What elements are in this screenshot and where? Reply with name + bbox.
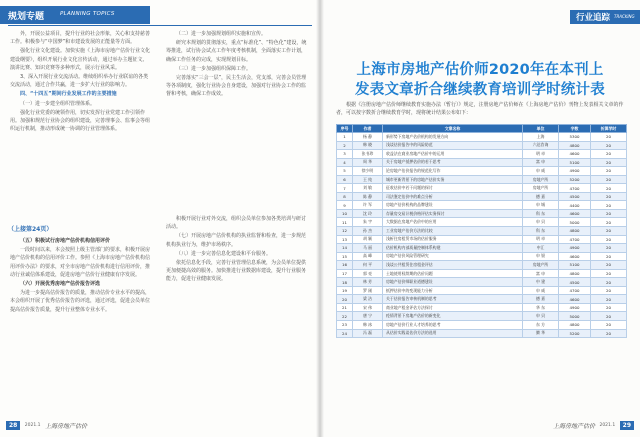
table-body bbox=[337, 133, 627, 338]
cell-author: 孙 杰 bbox=[353, 227, 383, 236]
left-section-header bbox=[0, 6, 150, 24]
table-row bbox=[337, 252, 627, 261]
table-row bbox=[337, 295, 627, 304]
cell-title: 工业房地产估价方法的比较 bbox=[383, 227, 523, 236]
cell-words: 4900 bbox=[559, 167, 591, 176]
cell-no: 16 bbox=[337, 261, 353, 270]
cell-unit: 申 贝 bbox=[523, 312, 559, 321]
left-footer-brand: 上海房地产估价 bbox=[44, 423, 87, 430]
cell-no: 10 bbox=[337, 209, 353, 218]
cell-title: 抵押估价中的变现能力分析 bbox=[383, 286, 523, 295]
right-section-header bbox=[570, 10, 640, 24]
cell-author: 胡 颖 bbox=[353, 235, 383, 244]
cell-words: 4800 bbox=[559, 269, 591, 278]
cell-unit: 六达咨询 bbox=[523, 141, 559, 150]
cell-author: 朱 宇 bbox=[353, 218, 383, 227]
cell-author: 唐 宁 bbox=[353, 312, 383, 321]
paragraph: 完善落实“三会一层”，民主生活会，党支部，完善会员管理等各项制度，强化行业协会自身建设，加强对行业协会工作的监督和考核，确保工作成效。 bbox=[166, 75, 307, 98]
cell-words: 5100 bbox=[559, 158, 591, 167]
cell-author: 林 芳 bbox=[353, 278, 383, 287]
cell-unit: 申 威 bbox=[523, 286, 559, 295]
cell-words: 4900 bbox=[559, 244, 591, 253]
subheading: （六）开展优秀房地产估价报告评选 bbox=[20, 281, 101, 288]
right-header-title: 行业追踪 bbox=[576, 13, 611, 23]
cell-hours: 20 bbox=[591, 133, 627, 142]
cell-words: 4600 bbox=[559, 150, 591, 159]
cell-unit: 申 城 bbox=[523, 201, 559, 210]
cell-title: 房地产估价行业人才培养的思考 bbox=[383, 321, 523, 330]
cell-hours: 20 bbox=[591, 312, 627, 321]
cell-hours: 20 bbox=[591, 295, 627, 304]
cell-unit: 申 银 bbox=[523, 252, 559, 261]
cell-hours: 20 bbox=[591, 218, 627, 227]
cell-author: 王 纯 bbox=[353, 175, 383, 184]
cell-title: 征收估价中若干问题的探讨 bbox=[383, 184, 523, 193]
cell-title: 土地使用权续期的估价问题 bbox=[383, 269, 523, 278]
table-row bbox=[337, 141, 627, 150]
cell-author: 韩 晓 bbox=[353, 141, 383, 150]
right-header-subtitle: TRACKING bbox=[614, 14, 635, 19]
cell-unit: 华 东 bbox=[523, 303, 559, 312]
right-footer bbox=[553, 421, 634, 431]
table-row bbox=[337, 150, 627, 159]
cell-title: 论房地产估价报告的规范化写作 bbox=[383, 167, 523, 176]
continued-label: （上接第24页） bbox=[8, 226, 53, 233]
table-row bbox=[337, 329, 627, 338]
cell-title: 存量房交易计税价格评估实务探讨 bbox=[383, 209, 523, 218]
paragraph: （二）进一步加强规划组织实施和宣传。 bbox=[176, 31, 267, 37]
cell-words: 4700 bbox=[559, 235, 591, 244]
cell-author: 杨 静 bbox=[353, 133, 383, 142]
cell-hours: 20 bbox=[591, 184, 627, 193]
right-column-top bbox=[166, 30, 308, 205]
cell-hours: 20 bbox=[591, 192, 627, 201]
cell-author: 刘 敏 bbox=[353, 184, 383, 193]
cell-no: 11 bbox=[337, 218, 353, 227]
cell-no: 23 bbox=[337, 321, 353, 330]
cell-no: 4 bbox=[337, 158, 353, 167]
cell-author: 韩 冰 bbox=[353, 321, 383, 330]
cell-unit: 中 建 bbox=[523, 278, 559, 287]
cell-title: 浅谈公共租赁住房租金评估 bbox=[383, 261, 523, 270]
cell-hours: 20 bbox=[591, 141, 627, 150]
cell-unit: 上海 bbox=[523, 133, 559, 142]
cell-author: 沈 玲 bbox=[353, 209, 383, 218]
cell-no: 9 bbox=[337, 201, 353, 210]
statistics-table-wrap bbox=[336, 124, 626, 338]
cell-unit: 富 申 bbox=[523, 158, 559, 167]
article-title-line1: 上海市房地产估价师2020年在本刊上 bbox=[356, 62, 604, 78]
cell-title: 房地产估价师职业道德建设 bbox=[383, 278, 523, 287]
table-row bbox=[337, 184, 627, 193]
subheading: （五）积极试行房地产估价机构信用评价 bbox=[20, 238, 111, 244]
cell-no: 13 bbox=[337, 235, 353, 244]
cell-author: 许 军 bbox=[353, 201, 383, 210]
cell-title: 房地产估价风险管理研究 bbox=[383, 252, 523, 261]
right-column-bottom bbox=[166, 215, 308, 412]
header-hours: 折算学时 bbox=[591, 125, 627, 133]
table-row bbox=[337, 133, 627, 142]
table-row bbox=[337, 244, 627, 253]
cell-hours: 20 bbox=[591, 235, 627, 244]
cell-title: 城市更新背景下的房地产估价实务 bbox=[383, 175, 523, 184]
cell-unit: 明 卓 bbox=[523, 150, 559, 159]
cell-hours: 20 bbox=[591, 286, 627, 295]
header-author: 作者 bbox=[353, 125, 383, 133]
cell-no: 6 bbox=[337, 175, 353, 184]
left-header-title: 规划专题 bbox=[8, 12, 45, 22]
table-row bbox=[337, 158, 627, 167]
paragraph: 积极开展行业对外交流，组织会员单位参加各类培训与研讨活动。 bbox=[166, 216, 307, 231]
left-column-top bbox=[10, 30, 152, 200]
paragraph: （八）进一步完善信息化建设和平台服务。 bbox=[176, 250, 272, 257]
cell-author: 周 华 bbox=[353, 158, 383, 167]
table-row bbox=[337, 269, 627, 278]
article-title-line2: 发表文章折合继续教育培训学时统计表 bbox=[355, 82, 605, 98]
cell-author: 何 平 bbox=[353, 261, 383, 270]
cell-hours: 20 bbox=[591, 227, 627, 236]
cell-words: 5200 bbox=[559, 175, 591, 184]
cell-unit: 房地产所 bbox=[523, 184, 559, 193]
cell-no: 24 bbox=[337, 329, 353, 338]
paragraph: 一段时间以来，本会按照上级主管部门的要求，积极开展房地产估价机构的信用评价工作。参照《上海市房地产估价机构信用评价办法》的要求，对全市房地产估价机构进行信用评价，推动行业诚信体系建设，促进房地产估价行业健康有序发展。 bbox=[10, 247, 151, 278]
cell-title: 从估价实践谈估价方法的选用 bbox=[383, 329, 523, 338]
cell-no: 18 bbox=[337, 278, 353, 287]
table-row bbox=[337, 192, 627, 201]
cell-title: 关于房地产抵押估价的若干思考 bbox=[383, 158, 523, 167]
table-row bbox=[337, 303, 627, 312]
cell-title: 收益法在商业房地产估价中的运用 bbox=[383, 150, 523, 159]
cell-words: 4600 bbox=[559, 295, 591, 304]
cell-unit: 申 威 bbox=[523, 167, 559, 176]
cell-hours: 20 bbox=[591, 167, 627, 176]
cell-hours: 20 bbox=[591, 150, 627, 159]
cell-title: 商业地产租金评估方法探讨 bbox=[383, 303, 523, 312]
cell-hours: 20 bbox=[591, 209, 627, 218]
cell-words: 4800 bbox=[559, 141, 591, 150]
cell-words: 5000 bbox=[559, 312, 591, 321]
table-row bbox=[337, 261, 627, 270]
cell-unit: 腾 华 bbox=[523, 329, 559, 338]
cell-hours: 20 bbox=[591, 175, 627, 184]
paragraph: 外，开展公益项目，提升行业的社会形象，关心和支持慈善工作。积极参与“中国梦”和市建设发展的正能量等方面。 bbox=[10, 31, 151, 46]
cell-words: 5000 bbox=[559, 218, 591, 227]
header-words: 字数 bbox=[559, 125, 591, 133]
paragraph: 研究本规划的贯彻落实，重点“标准化”、“特色化”建设，统筹推进，试行协会试点工作年度考核机制，全面落实工作计划，确保工作任务的完成，实现规划目标。 bbox=[166, 40, 307, 63]
cell-author: 梁 洁 bbox=[353, 295, 383, 304]
cell-words: 4400 bbox=[559, 201, 591, 210]
cell-unit: 德 嘉 bbox=[523, 295, 559, 304]
cell-author: 陈 静 bbox=[353, 192, 383, 201]
header-title: 文章名称 bbox=[383, 125, 523, 133]
cell-no: 21 bbox=[337, 303, 353, 312]
cell-author: 马 丽 bbox=[353, 244, 383, 253]
article-intro bbox=[336, 102, 626, 117]
cell-no: 19 bbox=[337, 286, 353, 295]
paragraph: 为进一步提高估价报告的质量，推动估价专业水平的提高，本会组织开展了优秀估价报告的评选，通过评选，促进会员单位提高估价报告质量，提升行业整体专业水平。 bbox=[10, 290, 151, 313]
cell-title: 疫情背景下房地产估价的新变化 bbox=[383, 312, 523, 321]
cell-no: 15 bbox=[337, 252, 353, 261]
cell-no: 2 bbox=[337, 141, 353, 150]
left-column-bottom bbox=[10, 237, 152, 412]
left-footer-issue: 2021.1 bbox=[24, 423, 41, 428]
paragraph: （三）进一步加强组织保障工作。 bbox=[176, 65, 252, 72]
cell-unit: 科 东 bbox=[523, 209, 559, 218]
table-row bbox=[337, 278, 627, 287]
cell-author: 郭 亮 bbox=[353, 269, 383, 278]
table-row bbox=[337, 321, 627, 330]
cell-author: 张书珍 bbox=[353, 150, 383, 159]
cell-words: 5100 bbox=[559, 261, 591, 270]
cell-no: 5 bbox=[337, 167, 353, 176]
left-header-rule bbox=[8, 25, 312, 26]
table-row bbox=[337, 201, 627, 210]
cell-title: 房地产估价机构的品牌建设 bbox=[383, 201, 523, 210]
intro-paragraph: 根据《注册房地产估价师继续教育实施办法（暂行）》规定，注册房地产估价师在《上海房地产估价》刊物上发表相关文章的作者，可以按字数折合继续教育学时，现将统计结果公布如下： bbox=[336, 102, 624, 116]
cell-hours: 20 bbox=[591, 201, 627, 210]
cell-hours: 20 bbox=[591, 269, 627, 278]
cell-words: 4800 bbox=[559, 227, 591, 236]
paragraph: （一）进一步建全组织管理体系。 bbox=[20, 100, 96, 107]
cell-unit: 申 贝 bbox=[523, 218, 559, 227]
cell-words: 5200 bbox=[559, 329, 591, 338]
cell-unit: 明 卓 bbox=[523, 235, 559, 244]
section-heading: 四、“十四五”期间行业发展工作的主要措施 bbox=[20, 91, 117, 98]
cell-words: 4500 bbox=[559, 278, 591, 287]
page-gutter bbox=[316, 0, 324, 437]
cell-words: 4700 bbox=[559, 286, 591, 295]
paragraph: 强化行业文化建设。加快实施《上海市房地产估价行业文化建设纲要》，组织开展行业文化宣传活动，通过举办主题征文、演讲比赛、知识竞赛等多种形式，展示行业风采。 bbox=[10, 48, 151, 71]
cell-title: 大数据在房地产估价中的应用 bbox=[383, 218, 523, 227]
cell-unit: 房地产所 bbox=[523, 261, 559, 270]
cell-unit: 德 嘉 bbox=[523, 192, 559, 201]
cell-unit: 中汇 bbox=[523, 244, 559, 253]
table-row bbox=[337, 312, 627, 321]
cell-no: 20 bbox=[337, 295, 353, 304]
right-footer-issue: 2021.1 bbox=[599, 423, 616, 428]
cell-author: 徐少明 bbox=[353, 167, 383, 176]
cell-no: 17 bbox=[337, 269, 353, 278]
cell-words: 4600 bbox=[559, 209, 591, 218]
table-row bbox=[337, 209, 627, 218]
cell-words: 4600 bbox=[559, 252, 591, 261]
cell-hours: 20 bbox=[591, 321, 627, 330]
cell-hours: 20 bbox=[591, 329, 627, 338]
cell-author: 高 峰 bbox=[353, 252, 383, 261]
right-page bbox=[320, 0, 640, 437]
cell-title: 浅谈估价报告中的风险防范 bbox=[383, 141, 523, 150]
cell-title: 新形势下房地产估价机构的发展方向 bbox=[383, 133, 523, 142]
cell-words: 5300 bbox=[559, 133, 591, 142]
left-footer bbox=[6, 421, 87, 431]
table-row bbox=[337, 286, 627, 295]
paragraph: 依托信息化手段，完善行业管理信息系统，为会员单位提供更加便捷高效的服务。加快推进行业数据库建设，提升行业服务能力，促进行业健康发展。 bbox=[166, 260, 307, 283]
cell-words: 4800 bbox=[559, 321, 591, 330]
paragraph: 强化行业党委的统领作用，切实发挥行业党建工作引领作用。加强和规范行业协会的组织建设，完善理事会、监事会等组织运行机制，推动形成统一协调的行业管理体系。 bbox=[10, 109, 151, 133]
cell-hours: 20 bbox=[591, 303, 627, 312]
cell-words: 4700 bbox=[559, 184, 591, 193]
cell-no: 7 bbox=[337, 184, 353, 193]
cell-hours: 20 bbox=[591, 158, 627, 167]
table-header-row bbox=[337, 125, 627, 133]
cell-hours: 20 bbox=[591, 278, 627, 287]
cell-hours: 20 bbox=[591, 261, 627, 270]
cell-no: 12 bbox=[337, 227, 353, 236]
header-unit: 单位 bbox=[523, 125, 559, 133]
left-header-subtitle: PLANNING TOPICS bbox=[60, 11, 115, 17]
cell-hours: 20 bbox=[591, 244, 627, 253]
table-row bbox=[337, 235, 627, 244]
cell-title: 司法鉴定估价中的难点分析 bbox=[383, 192, 523, 201]
cell-author: 罗 刚 bbox=[353, 286, 383, 295]
cell-no: 22 bbox=[337, 312, 353, 321]
left-page-number: 28 bbox=[6, 421, 20, 430]
cell-title: 浅析住房租赁市场的估价服务 bbox=[383, 235, 523, 244]
cell-hours: 20 bbox=[591, 252, 627, 261]
cell-title: 关于估价报告审核机制的思考 bbox=[383, 295, 523, 304]
cell-unit: 科 东 bbox=[523, 227, 559, 236]
cell-author: 冯 磊 bbox=[353, 329, 383, 338]
table-row bbox=[337, 218, 627, 227]
cell-words: 4500 bbox=[559, 192, 591, 201]
cell-no: 8 bbox=[337, 192, 353, 201]
paragraph: （七）开展房地产估价机构的执业监督和检查，进一步规范机构执业行为，维护市场秩序。 bbox=[166, 233, 307, 248]
table-row bbox=[337, 175, 627, 184]
cell-unit: 房地产所 bbox=[523, 175, 559, 184]
cell-no: 1 bbox=[337, 133, 353, 142]
statistics-table bbox=[336, 124, 627, 338]
table-row bbox=[337, 167, 627, 176]
right-footer-brand: 上海房地产估价 bbox=[553, 423, 596, 430]
paragraph: 3、深入开展行业交流活动。维续组织举办行业联谊的各类交流活动，通过合作共赢，进一步扩大行业的影响力。 bbox=[10, 74, 149, 89]
cell-author: 宋 伟 bbox=[353, 303, 383, 312]
table-row bbox=[337, 227, 627, 236]
header-no: 序号 bbox=[337, 125, 353, 133]
right-page-number: 29 bbox=[620, 421, 634, 430]
cell-words: 4900 bbox=[559, 303, 591, 312]
cell-unit: 东 方 bbox=[523, 321, 559, 330]
cell-title: 估价机构内部质量控制体系构建 bbox=[383, 244, 523, 253]
cell-unit: 富 申 bbox=[523, 269, 559, 278]
cell-no: 14 bbox=[337, 244, 353, 253]
cell-no: 3 bbox=[337, 150, 353, 159]
